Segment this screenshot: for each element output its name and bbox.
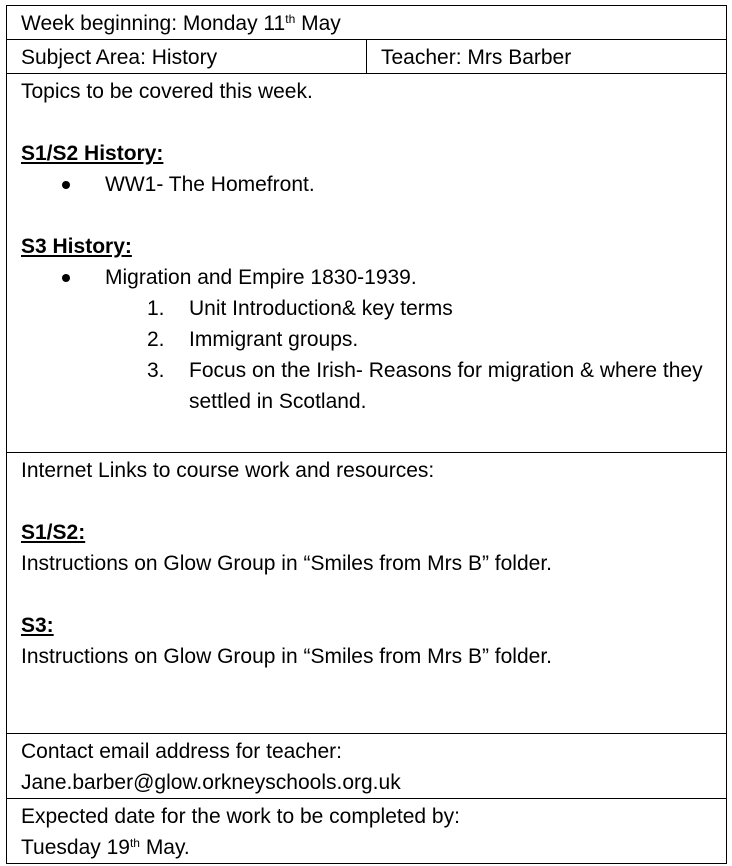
item-text: Immigrant groups. [189, 328, 359, 351]
links-row [7, 453, 727, 734]
bullet-icon [62, 274, 70, 282]
item-number: 1. [147, 297, 165, 320]
s1s2-links-text: Instructions on Glow Group in “Smiles from Mrs B” folder. [21, 552, 552, 575]
contact-label: Contact email address for teacher: [21, 740, 342, 763]
expected-date-row [7, 799, 727, 864]
bullet-icon [62, 181, 70, 189]
item-number: 3. [147, 359, 165, 382]
teacher-cell [367, 40, 727, 74]
expected-date-sup: th [129, 836, 140, 850]
list-item [21, 169, 712, 200]
item-text: Unit Introduction& key terms [189, 297, 453, 320]
links-intro: Internet Links to course work and resources: [21, 459, 435, 482]
s1s2-topic-text: WW1- The Homefront. [105, 173, 315, 196]
week-beginning-cell [7, 6, 727, 40]
spacer [21, 107, 712, 138]
s3-topic-text: Migration and Empire 1830-1939. [105, 266, 417, 289]
week-beginning-sup: th [285, 12, 296, 26]
teacher-text: Teacher: Mrs Barber [381, 46, 572, 69]
contact-row [7, 734, 727, 799]
s3-links-text: Instructions on Glow Group in “Smiles from Mrs B” folder. [21, 645, 552, 668]
s3-links-heading: S3: [21, 614, 54, 637]
expected-date-label: Expected date for the work to be completed by: [21, 805, 460, 828]
spacer [21, 200, 712, 231]
numbered-item [21, 355, 712, 417]
s1s2-links-heading: S1/S2: [21, 521, 86, 544]
expected-date-cell [7, 799, 727, 864]
week-beginning-text: Week beginning: Monday 11 [21, 12, 286, 35]
weekly-plan-table [6, 5, 727, 864]
contact-cell [7, 734, 727, 799]
topics-cell [7, 74, 727, 453]
item-number: 2. [147, 328, 165, 351]
spacer [21, 486, 712, 517]
s3-history-heading: S3 History: [21, 235, 132, 258]
subject-area-cell [7, 40, 367, 74]
topics-row [7, 74, 727, 453]
expected-date-prefix: Tuesday 19 [21, 836, 130, 859]
expected-date-suffix: May. [139, 836, 190, 859]
subject-area-text: Subject Area: History [21, 46, 218, 69]
week-beginning-suffix: May [295, 12, 341, 35]
topics-intro: Topics to be covered this week. [21, 80, 313, 103]
week-row [7, 6, 727, 40]
list-item [21, 262, 712, 293]
numbered-item [21, 324, 712, 355]
spacer [21, 579, 712, 610]
links-cell [7, 453, 727, 734]
item-text: Focus on the Irish- Reasons for migration & where they settled in Scotland. [189, 359, 703, 413]
numbered-item [21, 293, 712, 324]
expected-date-value [21, 832, 712, 863]
contact-email[interactable]: Jane.barber@glow.orkneyschools.org.uk [21, 771, 401, 794]
subject-teacher-row [7, 40, 727, 74]
s1s2-history-heading: S1/S2 History: [21, 142, 164, 165]
